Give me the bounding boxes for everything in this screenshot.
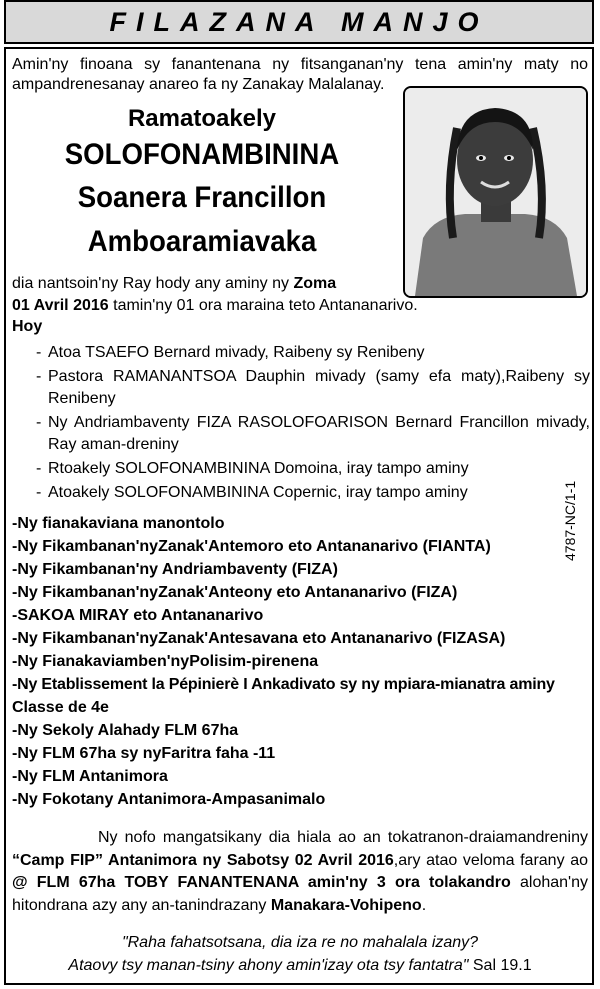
- organizations-list: [12, 512, 592, 811]
- portrait-image: [405, 88, 586, 296]
- header-title: FILAZANA MANJO: [109, 7, 489, 37]
- death-notice: [12, 273, 398, 295]
- organization-item: Classe de 4e: [12, 699, 109, 716]
- death-notice-date-line: [12, 295, 588, 317]
- family-item: - Ny Andriambaventy FIZA RASOLOFOARISON Bernard Francillon mivady, Ray aman-dreniny: [36, 412, 590, 456]
- funeral-place-1: “Camp FIP” Antanimora ny Sabotsy 02 Avril 2016: [12, 851, 394, 869]
- family-item: - Atoakely SOLOFONAMBININA Copernic, iray tampo aminy: [36, 482, 590, 504]
- reference-code: 4787-NC/1-1: [562, 480, 578, 561]
- verse-reference: Sal 19.1: [468, 957, 532, 974]
- death-notice-prefix: dia nantsoin'ny Ray hody any aminy ny: [12, 275, 294, 292]
- verse-line-2: [12, 954, 588, 977]
- death-day: Zoma: [293, 275, 337, 292]
- family-list: [36, 342, 590, 506]
- hoy-label: Hoy: [12, 318, 43, 335]
- funeral-place-3: Manakara-Vohipeno: [270, 896, 422, 914]
- organization-item: -Ny FLM 67ha sy nyFaritra faha -11: [12, 745, 276, 762]
- organization-item: -Ny Etablissement la Pépinierè I Ankadivato sy ny mpiara-mianatra aminy: [12, 676, 555, 693]
- funeral-text-1: Ny nofo mangatsikany dia hiala ao an tokatranon-draiamandreniny: [98, 829, 588, 846]
- deceased-name-line4: Amboaramiavaka: [87, 225, 317, 258]
- deceased-name-line3: Soanera Francillon: [77, 181, 327, 214]
- header-banner: [4, 0, 594, 44]
- deceased-name-line2: SOLOFONAMBININA: [64, 138, 340, 171]
- organization-item: -SAKOA MIRAY eto Antananarivo: [12, 607, 264, 624]
- funeral-details: [12, 827, 588, 917]
- funeral-text-4: .: [421, 896, 427, 914]
- funeral-text-2: ,ary atao veloma farany ao: [393, 851, 589, 869]
- family-item: - Pastora RAMANANTSOA Dauphin mivady (samy efa maty),Raibeny sy Renibeny: [36, 366, 590, 410]
- organization-item: -Ny FLM Antanimora: [12, 768, 168, 785]
- organization-item: -Ny Fikambanan'ny Andriambaventy (FIZA): [12, 561, 338, 578]
- organization-item: -Ny Fikambanan'nyZanak'Anteony eto Antananarivo (FIZA): [12, 584, 458, 601]
- family-item: - Rtoakely SOLOFONAMBININA Domoina, iray tampo aminy: [36, 458, 590, 480]
- organization-item: -Ny Fianakaviamben'nyPolisim-pirenena: [12, 653, 319, 670]
- funeral-place-2: @ FLM 67ha TOBY FANANTENANA amin'ny 3 ora tolakandro: [12, 874, 511, 891]
- death-notice-suffix: tamin'ny 01 ora maraina teto Antananarivo.: [108, 297, 418, 314]
- verse-line-1: "Raha fahatsotsana, dia iza re no mahalala izany?: [121, 934, 479, 951]
- death-date: 01 Avril 2016: [12, 297, 109, 314]
- organization-item: -Ny fianakaviana manontolo: [12, 515, 225, 532]
- deceased-photo: [403, 86, 588, 298]
- organization-item: -Ny Fikambanan'nyZanak'Antesavana eto Antananarivo (FIZASA): [12, 630, 506, 647]
- funeral-text-3: alohan'ny hitondrana azy any an-tanindrazany: [12, 874, 588, 914]
- family-item: - Atoa TSAEFO Bernard mivady, Raibeny sy Renibeny: [36, 342, 590, 364]
- organization-item: -Ny Sekoly Alahady FLM 67ha: [12, 722, 239, 739]
- organization-item: -Ny Fikambanan'nyZanak'Antemoro eto Antananarivo (FIANTA): [12, 538, 491, 555]
- bible-verse: [12, 931, 588, 977]
- organization-item: -Ny Fokotany Antanimora-Ampasanimalo: [12, 791, 326, 808]
- obituary-body: [4, 47, 594, 985]
- deceased-name-line1: Ramatoakely: [127, 105, 277, 132]
- intro-text: Amin'ny finoana sy fanantenana ny fitsanganan'ny tena amin'ny maty no ampandrenesanay anareo fa ny Zanakay Malalanay.: [12, 56, 588, 93]
- verse-line-2-text: Ataovy tsy manan-tsiny ahony amin'izay ota tsy fantatra": [68, 957, 469, 974]
- obituary-page: [4, 0, 594, 985]
